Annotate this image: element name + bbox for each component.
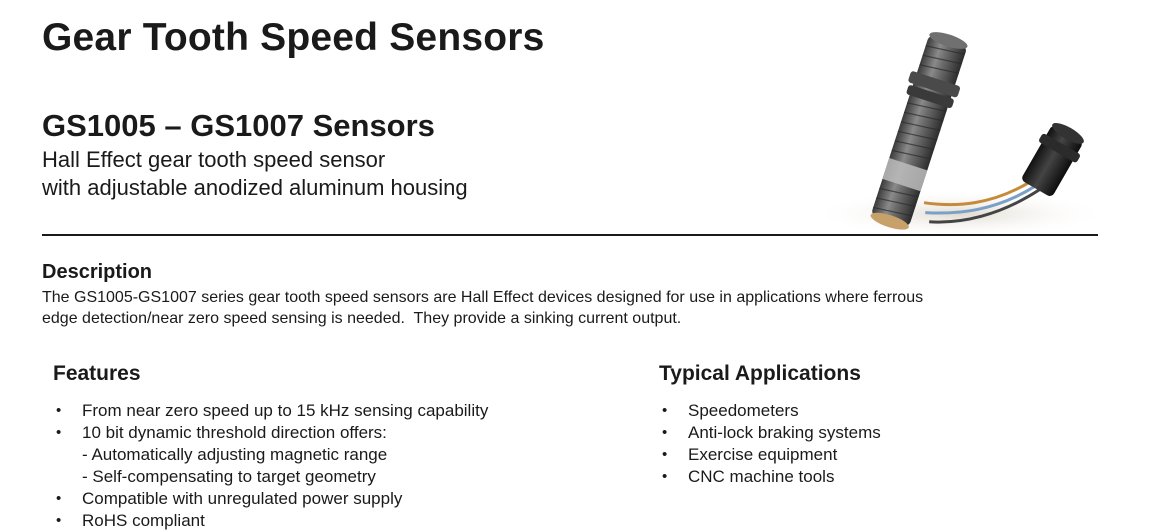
bullet: • (662, 402, 668, 419)
description-heading: Description (42, 261, 153, 283)
list-item (659, 466, 1079, 488)
application-text: Anti-lock braking systems (688, 423, 881, 442)
list-item (53, 510, 613, 532)
bullet: • (662, 424, 668, 441)
features-list (53, 400, 613, 532)
feature-text: Compatible with unregulated power supply (82, 489, 403, 508)
application-text: Exercise equipment (688, 445, 838, 464)
subtitle (42, 146, 468, 202)
list-item (659, 422, 1079, 444)
description-text: The GS1005-GS1007 series gear tooth speed sensors are Hall Effect devices designed for use in applications where ferrous edge detection/near zero speed sensing is needed. They provide a sinking current output. (42, 289, 924, 327)
list-item (53, 488, 613, 510)
page-title: Gear Tooth Speed Sensors (42, 16, 545, 59)
header-divider (42, 234, 1098, 236)
feature-subitem: - Automatically adjusting magnetic range (82, 445, 388, 464)
bullet: • (662, 446, 668, 463)
bullet: • (56, 490, 62, 507)
feature-subitem: - Self-compensating to target geometry (82, 467, 376, 486)
subtitle-line-2: with adjustable anodized aluminum housing (42, 175, 468, 200)
bullet: • (662, 468, 668, 485)
bullet: • (56, 512, 62, 529)
application-text: CNC machine tools (688, 467, 835, 486)
list-item (53, 400, 613, 422)
subtitle-line-1: Hall Effect gear tooth speed sensor (42, 147, 386, 172)
list-item (659, 444, 1079, 466)
list-item (659, 400, 1079, 422)
product-photo (800, 18, 1100, 236)
features-heading: Features (53, 362, 141, 385)
bullet: • (56, 424, 62, 441)
applications-heading: Typical Applications (659, 362, 861, 385)
bullet: • (56, 402, 62, 419)
feature-text: RoHS compliant (82, 511, 205, 530)
list-item (53, 422, 613, 488)
application-text: Speedometers (688, 401, 799, 420)
applications-list (659, 400, 1079, 488)
feature-text: From near zero speed up to 15 kHz sensing capability (82, 401, 489, 420)
feature-text: 10 bit dynamic threshold direction offers: (82, 423, 387, 442)
model-title: GS1005 – GS1007 Sensors (42, 108, 435, 143)
